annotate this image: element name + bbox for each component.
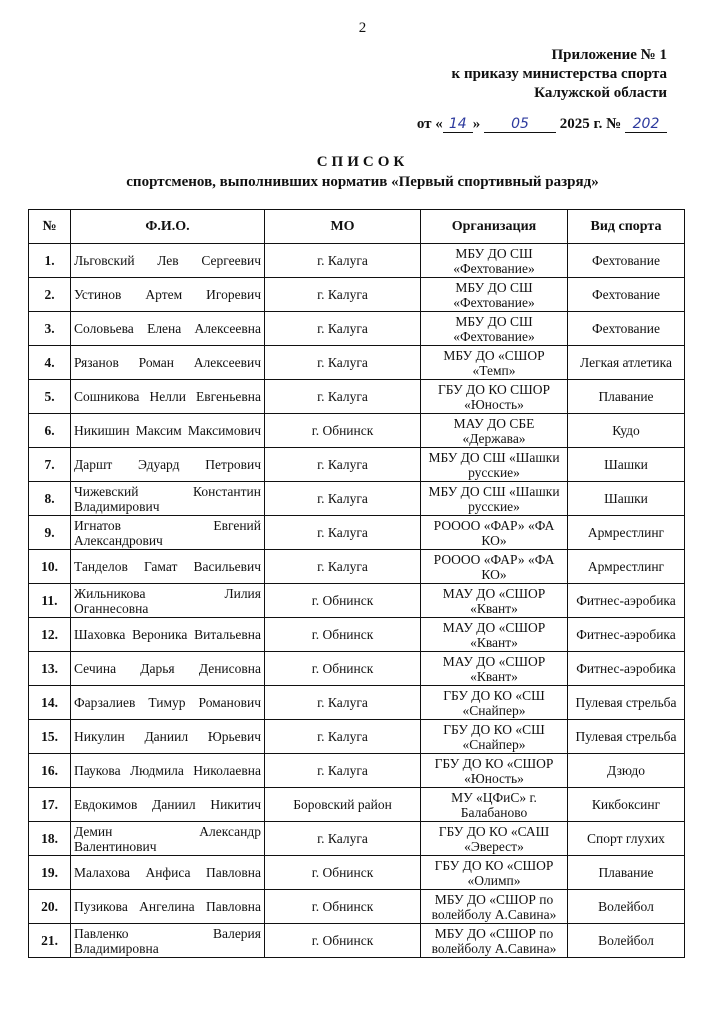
cell-name: Никишин Максим Максимович xyxy=(71,414,265,448)
order-date-line xyxy=(417,116,667,133)
cell-sport: Армрестлинг xyxy=(568,516,685,550)
cell-mo: г. Калуга xyxy=(265,686,421,720)
cell-sport: Легкая атлетика xyxy=(568,346,685,380)
cell-sport: Шашки xyxy=(568,448,685,482)
cell-mo: г. Обнинск xyxy=(265,890,421,924)
table-row xyxy=(29,312,685,346)
cell-num: 14. xyxy=(29,686,71,720)
cell-mo: г. Калуга xyxy=(265,720,421,754)
cell-name: Устинов Артем Игоревич xyxy=(71,278,265,312)
cell-org: МАУ ДО «СШОР «Квант» xyxy=(421,618,568,652)
cell-org: МБУ ДО СШ «Шашки русские» xyxy=(421,448,568,482)
cell-name: Танделов Гамат Васильевич xyxy=(71,550,265,584)
appendix-line-1: Приложение № 1 xyxy=(551,47,667,63)
order-prefix: от « xyxy=(416,116,443,132)
cell-mo: г. Калуга xyxy=(265,482,421,516)
cell-org: МБУ ДО СШ «Фехтование» xyxy=(421,278,568,312)
cell-mo: г. Обнинск xyxy=(265,652,421,686)
table-row xyxy=(29,516,685,550)
table-row xyxy=(29,414,685,448)
cell-name: Демин Александр Валентинович xyxy=(71,822,265,856)
cell-mo: г. Калуга xyxy=(265,244,421,278)
cell-sport: Фитнес-аэробика xyxy=(568,652,685,686)
appendix-line-3: Калужской области xyxy=(534,85,667,101)
order-number: 202 xyxy=(625,117,667,133)
cell-name: Рязанов Роман Алексеевич xyxy=(71,346,265,380)
cell-mo: г. Калуга xyxy=(265,346,421,380)
cell-mo: г. Обнинск xyxy=(265,584,421,618)
cell-num: 9. xyxy=(29,516,71,550)
cell-mo: г. Калуга xyxy=(265,550,421,584)
cell-sport: Плавание xyxy=(568,856,685,890)
table-row xyxy=(29,788,685,822)
cell-num: 20. xyxy=(29,890,71,924)
order-year: 2025 г. № xyxy=(559,116,622,132)
cell-mo: г. Обнинск xyxy=(265,414,421,448)
table-row xyxy=(29,346,685,380)
table-header-row xyxy=(29,210,685,244)
cell-mo: г. Обнинск xyxy=(265,618,421,652)
cell-num: 19. xyxy=(29,856,71,890)
cell-mo: г. Калуга xyxy=(265,448,421,482)
table-row xyxy=(29,856,685,890)
cell-mo: г. Калуга xyxy=(265,822,421,856)
cell-org: МАУ ДО СБЕ «Держава» xyxy=(421,414,568,448)
cell-sport: Фехтование xyxy=(568,244,685,278)
cell-mo: г. Калуга xyxy=(265,516,421,550)
table-row xyxy=(29,754,685,788)
cell-org: МБУ ДО «СШОР по волейболу А.Савина» xyxy=(421,890,568,924)
cell-name: Сечина Дарья Денисовна xyxy=(71,652,265,686)
cell-num: 3. xyxy=(29,312,71,346)
cell-mo: Боровский район xyxy=(265,788,421,822)
cell-org: МАУ ДО «СШОР «Квант» xyxy=(421,652,568,686)
cell-num: 17. xyxy=(29,788,71,822)
cell-sport: Дзюдо xyxy=(568,754,685,788)
cell-org: МБУ ДО СШ «Шашки русские» xyxy=(421,482,568,516)
cell-name: Малахова Анфиса Павловна xyxy=(71,856,265,890)
table-row xyxy=(29,720,685,754)
cell-sport: Армрестлинг xyxy=(568,550,685,584)
document-title: СПИСОК xyxy=(316,154,409,170)
cell-name: Даршт Эдуард Петрович xyxy=(71,448,265,482)
table-row xyxy=(29,822,685,856)
cell-mo: г. Обнинск xyxy=(265,924,421,958)
cell-num: 4. xyxy=(29,346,71,380)
cell-sport: Кикбоксинг xyxy=(568,788,685,822)
table-row xyxy=(29,448,685,482)
cell-sport: Спорт глухих xyxy=(568,822,685,856)
cell-sport: Пулевая стрельба xyxy=(568,720,685,754)
cell-num: 16. xyxy=(29,754,71,788)
cell-org: ГБУ ДО КО «САШ «Эверест» xyxy=(421,822,568,856)
cell-mo: г. Калуга xyxy=(265,278,421,312)
cell-org: МБУ ДО СШ «Фехтование» xyxy=(421,312,568,346)
cell-org: ГБУ ДО КО «СШ «Снайпер» xyxy=(421,686,568,720)
cell-mo: г. Обнинск xyxy=(265,856,421,890)
table-row xyxy=(29,482,685,516)
cell-name: Никулин Даниил Юрьевич xyxy=(71,720,265,754)
cell-org: ГБУ ДО КО «СШ «Снайпер» xyxy=(421,720,568,754)
table-row xyxy=(29,244,685,278)
table-row xyxy=(29,278,685,312)
cell-mo: г. Калуга xyxy=(265,312,421,346)
cell-org: РОООО «ФАР» «ФА КО» xyxy=(421,550,568,584)
table-row xyxy=(29,618,685,652)
cell-sport: Пулевая стрельба xyxy=(568,686,685,720)
table-row xyxy=(29,890,685,924)
cell-org: ГБУ ДО КО СШОР «Юность» xyxy=(421,380,568,414)
cell-num: 10. xyxy=(29,550,71,584)
cell-mo: г. Калуга xyxy=(265,380,421,414)
cell-org: МБУ ДО СШ «Фехтование» xyxy=(421,244,568,278)
athletes-table xyxy=(28,209,685,958)
cell-num: 12. xyxy=(29,618,71,652)
cell-num: 18. xyxy=(29,822,71,856)
cell-sport: Кудо xyxy=(568,414,685,448)
cell-num: 6. xyxy=(29,414,71,448)
table-row xyxy=(29,924,685,958)
cell-name: Чижевский Константин Владимирович xyxy=(71,482,265,516)
cell-num: 21. xyxy=(29,924,71,958)
appendix-header xyxy=(452,46,667,103)
cell-num: 8. xyxy=(29,482,71,516)
cell-sport: Фитнес-аэробика xyxy=(568,584,685,618)
appendix-line-2: к приказу министерства спорта xyxy=(451,66,667,82)
cell-num: 2. xyxy=(29,278,71,312)
cell-num: 11. xyxy=(29,584,71,618)
document-subtitle: спортсменов, выполнивших норматив «Первый спортивный разряд» xyxy=(126,174,599,190)
cell-sport: Фехтование xyxy=(568,312,685,346)
cell-name: Шаховка Вероника Витальевна xyxy=(71,618,265,652)
cell-name: Паукова Людмила Николаевна xyxy=(71,754,265,788)
cell-org: РОООО «ФАР» «ФА КО» xyxy=(421,516,568,550)
cell-name: Пузикова Ангелина Павловна xyxy=(71,890,265,924)
header-sport: Вид спорта xyxy=(568,210,685,244)
cell-name: Сошникова Нелли Евгеньевна xyxy=(71,380,265,414)
cell-org: ГБУ ДО КО «СШОР «Юность» xyxy=(421,754,568,788)
cell-name: Соловьева Елена Алексеевна xyxy=(71,312,265,346)
cell-name: Игнатов Евгений Александрович xyxy=(71,516,265,550)
header-number: № xyxy=(29,210,71,244)
table-row xyxy=(29,686,685,720)
cell-mo: г. Калуга xyxy=(265,754,421,788)
cell-org: ГБУ ДО КО «СШОР «Олимп» xyxy=(421,856,568,890)
cell-org: МБУ ДО «СШОР по волейболу А.Савина» xyxy=(421,924,568,958)
table-row xyxy=(29,550,685,584)
cell-sport: Волейбол xyxy=(568,890,685,924)
cell-name: Фарзалиев Тимур Романович xyxy=(71,686,265,720)
cell-num: 5. xyxy=(29,380,71,414)
cell-sport: Плавание xyxy=(568,380,685,414)
table-row xyxy=(29,652,685,686)
cell-org: МБУ ДО «СШОР «Темп» xyxy=(421,346,568,380)
cell-org: МУ «ЦФиС» г. Балабаново xyxy=(421,788,568,822)
table-row xyxy=(29,380,685,414)
cell-name: Льговский Лев Сергеевич xyxy=(71,244,265,278)
cell-num: 13. xyxy=(29,652,71,686)
cell-sport: Фехтование xyxy=(568,278,685,312)
order-day: 14 xyxy=(443,117,473,133)
cell-sport: Фитнес-аэробика xyxy=(568,618,685,652)
cell-sport: Волейбол xyxy=(568,924,685,958)
cell-num: 1. xyxy=(29,244,71,278)
header-organization: Организация xyxy=(421,210,568,244)
cell-name: Павленко Валерия Владимировна xyxy=(71,924,265,958)
table-row xyxy=(29,584,685,618)
header-mo: МО xyxy=(265,210,421,244)
header-name: Ф.И.О. xyxy=(71,210,265,244)
page-number: 2 xyxy=(358,20,367,36)
order-mid: » xyxy=(472,116,481,132)
cell-num: 15. xyxy=(29,720,71,754)
order-month: 05 xyxy=(484,117,556,133)
cell-name: Жильникова Лилия Оганнесовна xyxy=(71,584,265,618)
cell-num: 7. xyxy=(29,448,71,482)
cell-sport: Шашки xyxy=(568,482,685,516)
cell-org: МАУ ДО «СШОР «Квант» xyxy=(421,584,568,618)
cell-name: Евдокимов Даниил Никитич xyxy=(71,788,265,822)
